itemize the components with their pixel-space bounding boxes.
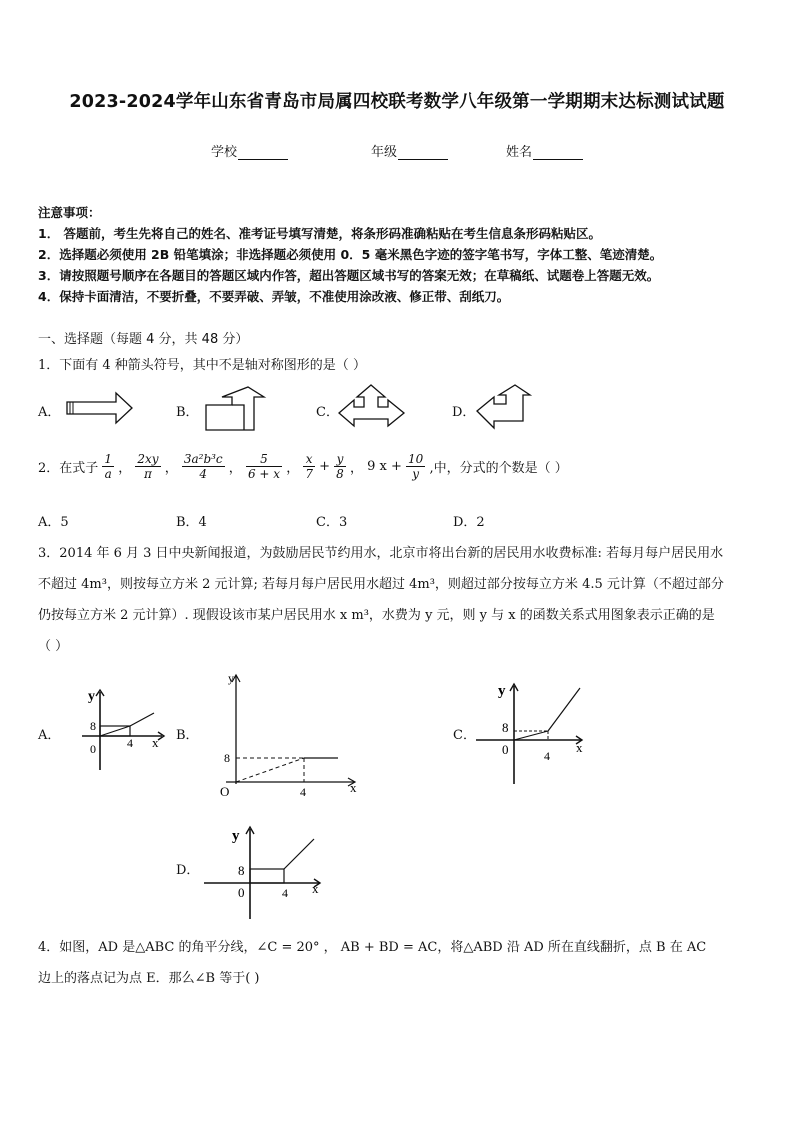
q2-option-d: D．2 (453, 515, 485, 530)
q2-stem: 2．在式子 $\frac{1}{a}$ ， $\frac{2xy}{\pi}$ ， $\frac{\text{3a²b³c}}{4}$ ， $\frac{5}{6 + x}$ ， $\frac{x}{7}$ + $\frac{y}{8}$ ， 9 x + $\frac{10}{y}$ ,中，分式的个数是（ ） (38, 452, 568, 481)
y-axis-label: y (232, 828, 240, 844)
school-label: 学校 (211, 145, 238, 160)
grade-label: 年级 (371, 145, 398, 160)
q4-line: 4．如图，AD 是△ABC 的角平分线，∠C = 20° ， AB + BD = AC，将△ABD 沿 AD 所在直线翻折，点 B 在 AC (38, 940, 707, 955)
svg-text:0: 0 (90, 742, 96, 756)
grade-field[interactable] (371, 141, 448, 160)
fraction: $\frac{1}{a}$ (104, 452, 113, 481)
arrow-c-figure (336, 383, 408, 433)
graph-d-figure (202, 823, 332, 923)
fraction: $\frac{5}{6 + x}$ (247, 452, 281, 481)
y-axis-label: y (88, 689, 95, 704)
graph-a-figure (72, 686, 172, 776)
y-axis-label: y (498, 683, 506, 699)
q1-option-b-label: B． (176, 405, 199, 420)
arrow-d-figure (474, 383, 546, 433)
arrow-b-figure (200, 385, 272, 435)
q3-line: 仍按每立方米 2 元计算）. 现假设该市某户居民用水 x m³，水费为 y 元，则 y 与 x 的函数关系式用图象表示正确的是 (38, 608, 715, 623)
name-field[interactable] (506, 141, 583, 160)
x-axis-label: x (312, 881, 319, 896)
notice-heading: 注意事项： (38, 205, 101, 220)
name-blank[interactable] (533, 145, 583, 160)
q2-option-b: B．4 (176, 515, 207, 530)
notice-item: 1． 答题前，考生先将自己的姓名、准考证号填写清楚，将条形码准确粘贴在考生信息条形码粘贴区。 (38, 226, 602, 241)
q3-option-d-label: D． (176, 863, 200, 878)
graph-c-figure (474, 678, 594, 788)
arrow-a-figure (64, 389, 136, 427)
q3-line: 3．2014 年 6 月 3 日中央新闻报道，为鼓励居民节约用水，北京市将出台新的居民用水收费标准: 若每月每户居民用水 (38, 546, 724, 561)
q1-stem: 1．下面有 4 种箭头符号，其中不是轴对称图形的是（ ） (38, 358, 366, 373)
q3-option-b-label: B． (176, 728, 199, 743)
fraction: $\frac{2xy}{\pi}$ (137, 452, 159, 481)
notice-item: 3．请按照题号顺序在各题目的答题区域内作答，超出答题区域书写的答案无效；在草稿纸、试题卷上答题无效。 (38, 268, 660, 283)
school-field[interactable] (211, 141, 288, 160)
notice-item: 4．保持卡面清洁，不要折叠，不要弄破、弄皱，不准使用涂改液、修正带、刮纸刀。 (38, 289, 510, 304)
q3-option-a-label: A． (38, 728, 61, 743)
name-label: 姓名 (506, 145, 533, 160)
grade-blank[interactable] (398, 145, 448, 160)
q3-line: （ ） (38, 639, 69, 654)
svg-text:4: 4 (127, 736, 133, 750)
x-axis-label: x (152, 735, 159, 750)
x-axis-label: x (576, 740, 583, 755)
q3-line: 不超过 4m³，则按每立方米 2 元计算; 若每月每户居民用水超过 4m³，则超过部分按每立方米 4.5 元计算（不超过部分 (38, 577, 724, 592)
page-title: 2023-2024学年山东省青岛市局属四校联考数学八年级第一学期期末达标测试试题 (69, 92, 725, 112)
graph-b-figure (212, 670, 362, 800)
q2-suffix: ,中，分式的个数是（ ） (429, 461, 568, 476)
svg-text:8: 8 (502, 720, 509, 735)
svg-text:4: 4 (282, 886, 288, 900)
fraction: $\frac{y}{8}$ (336, 452, 344, 481)
q2-option-a: A．5 (38, 515, 69, 530)
y-axis-label: y (228, 671, 234, 685)
svg-text:8: 8 (238, 863, 245, 878)
svg-text:8: 8 (224, 751, 230, 765)
svg-text:O: O (220, 784, 230, 799)
svg-text:0: 0 (238, 885, 245, 900)
school-blank[interactable] (238, 145, 288, 160)
fraction: $\frac{x}{7}$ (305, 452, 313, 481)
x-axis-label: x (350, 780, 357, 795)
q1-option-a-label: A． (38, 405, 61, 420)
q3-option-c-label: C． (453, 728, 476, 743)
svg-text:0: 0 (502, 742, 509, 757)
q2-prefix: 2．在式子 (38, 461, 99, 476)
section-heading: 一、选择题（每题 4 分，共 48 分） (38, 332, 249, 347)
q2-option-c: C．3 (316, 515, 348, 530)
fraction: $\frac{\text{3a²b³c}}{4}$ (183, 452, 223, 481)
svg-text:4: 4 (300, 785, 306, 799)
q4-line: 边上的落点记为点 E．那么∠B 等于( ) (38, 971, 260, 986)
svg-text:8: 8 (90, 719, 96, 733)
q2-expression: 9 x + (367, 459, 402, 474)
notice-item: 2．选择题必须使用 2B 铅笔填涂；非选择题必须使用 0．5 毫米黑色字迹的签字笔书写，字体工整、笔迹清楚。 (38, 247, 663, 262)
q1-option-c-label: C． (316, 405, 339, 420)
fraction: $\frac{10}{y}$ (408, 452, 424, 481)
q1-option-d-label: D． (452, 405, 476, 420)
svg-text:4: 4 (544, 749, 550, 763)
